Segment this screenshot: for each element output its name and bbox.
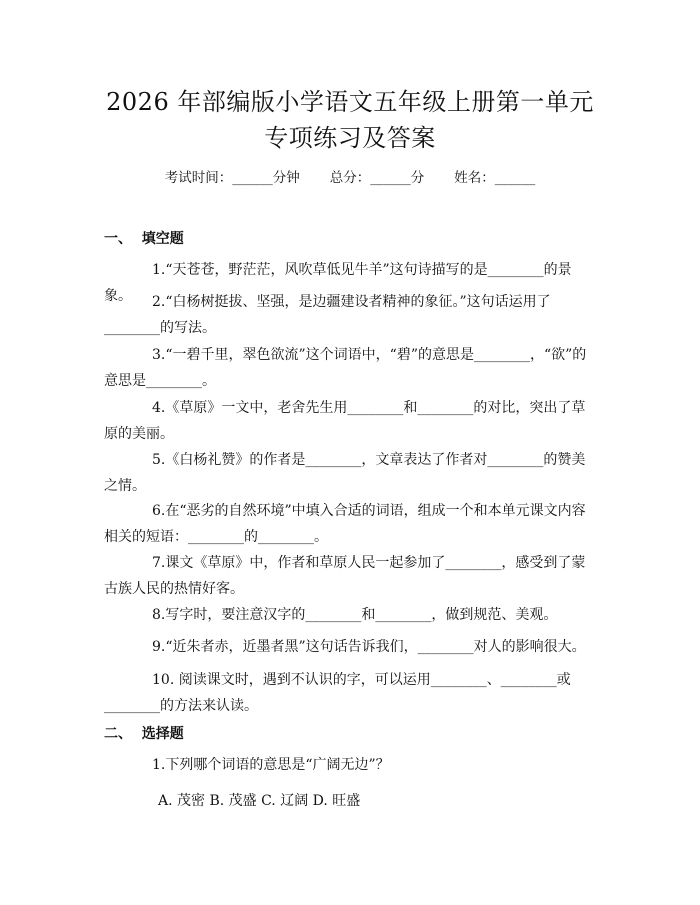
question-item: 8.写字时，要注意汉字的________和________，做到规范、美观。 bbox=[152, 607, 558, 623]
student-name: 姓名：______ bbox=[454, 170, 536, 186]
question-item: 7.课文《草原》中，作者和草原人民一起参加了________，感受到了蒙古族人民的热情好客。 bbox=[104, 555, 586, 597]
question-item: 3.“一碧千里，翠色欲流”这个词语中，“碧”的意思是________，“欲”的意思是________。 bbox=[104, 347, 587, 389]
question-item: 1.“天苍苍，野茫茫，风吹草低见牛羊”这句诗描写的是________的景象。 bbox=[104, 262, 572, 304]
section-heading-fill: 一、 填空题 bbox=[104, 231, 184, 247]
exam-meta bbox=[0, 168, 700, 188]
question-item: 1.下列哪个词语的意思是“广阔无边”？ bbox=[152, 757, 390, 773]
document-title-line2: 专项练习及答案 bbox=[264, 124, 436, 152]
section-heading-choice: 二、 选择题 bbox=[104, 726, 184, 742]
answer-options: A. 茂密 B. 茂盛 C. 辽阔 D. 旺盛 bbox=[158, 793, 361, 809]
question-item: 10. 阅读课文时，遇到不认识的字，可以运用________、________或________的方法来认读。 bbox=[104, 672, 571, 714]
question-item: 5.《白杨礼赞》的作者是________，文章表达了作者对________的赞美之情。 bbox=[104, 452, 586, 494]
exam-time: 考试时间：______分钟 bbox=[164, 170, 300, 186]
question-item: 4.《草原》一文中，老舍先生用________和________的对比，突出了草原的美丽。 bbox=[104, 400, 586, 442]
exam-score: 总分：______分 bbox=[329, 170, 425, 186]
question-item: 2.“白杨树挺拔、坚强，是边疆建设者精神的象征。”这句话运用了________的写法。 bbox=[104, 294, 551, 336]
document-title-line1: 2026 年部编版小学语文五年级上册第一单元 bbox=[106, 88, 594, 116]
question-item: 6.在“恶劣的自然环境”中填入合适的词语，组成一个和本单元课文内容相关的短语：________的________。 bbox=[104, 503, 586, 545]
question-item: 9.“近朱者赤，近墨者黑”这句话告诉我们，________对人的影响很大。 bbox=[152, 639, 586, 655]
